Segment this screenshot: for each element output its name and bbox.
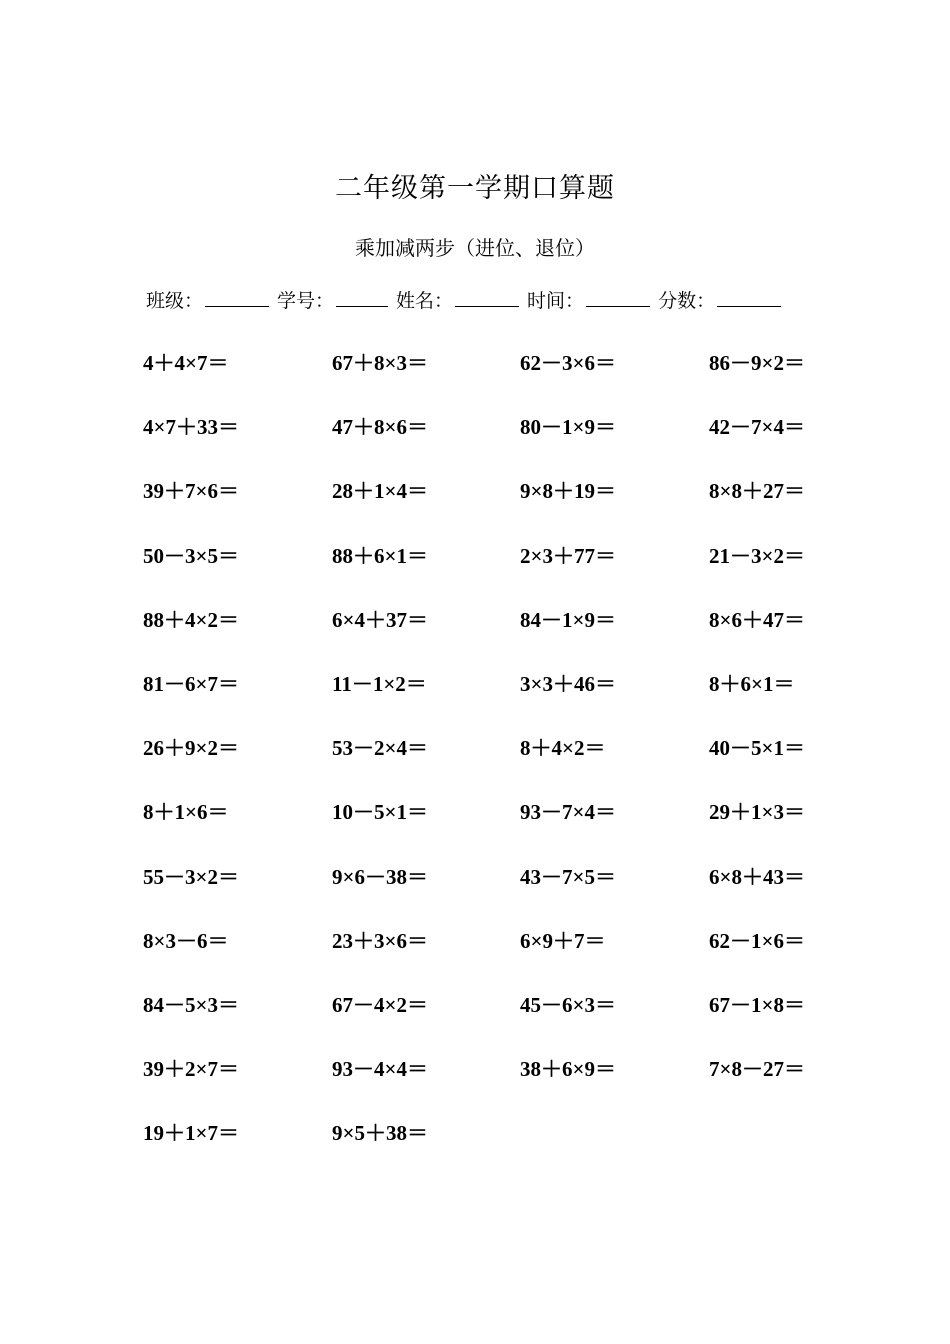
math-problem: 3×3＋46＝	[520, 671, 616, 696]
problem-grid	[143, 346, 863, 1180]
math-problem: 9×5＋38＝	[332, 1121, 428, 1146]
math-problem: 8×6＋47＝	[709, 607, 805, 632]
math-problem: 45－6×3＝	[520, 992, 616, 1017]
info-field-label: 姓名：	[396, 290, 454, 312]
info-field-label: 分数：	[658, 290, 716, 312]
math-problem: 67－1×8＝	[709, 992, 805, 1017]
info-field-blank[interactable]	[205, 288, 269, 307]
page-title: 二年级第一学期口算题	[335, 173, 615, 204]
math-problem: 39＋7×6＝	[143, 479, 239, 504]
math-problem: 11－1×2＝	[332, 671, 427, 696]
math-problem: 42－7×4＝	[709, 415, 805, 440]
student-info-row	[146, 286, 826, 313]
info-field-blank[interactable]	[717, 288, 781, 307]
math-problem: 8＋4×2＝	[520, 736, 606, 761]
math-problem: 84－5×3＝	[143, 992, 239, 1017]
info-field	[396, 286, 519, 313]
math-problem: 50－3×5＝	[143, 543, 239, 568]
math-problem: 2×3＋77＝	[520, 543, 616, 568]
math-problem: 21－3×2＝	[709, 543, 805, 568]
math-problem: 62－1×6＝	[709, 928, 805, 953]
info-field	[146, 286, 269, 313]
math-problem: 9×8＋19＝	[520, 479, 616, 504]
math-problem: 67－4×2＝	[332, 992, 428, 1017]
math-problem: 28＋1×4＝	[332, 479, 428, 504]
math-problem: 39＋2×7＝	[143, 1057, 239, 1082]
math-problem: 84－1×9＝	[520, 607, 616, 632]
info-field	[527, 286, 650, 313]
math-problem: 7×8－27＝	[709, 1057, 805, 1082]
math-problem: 8＋6×1＝	[709, 671, 795, 696]
math-problem: 40－5×1＝	[709, 736, 805, 761]
math-problem: 10－5×1＝	[332, 800, 428, 825]
page-subtitle: 乘加减两步（进位、退位）	[355, 236, 595, 260]
math-problem: 4＋4×7＝	[143, 351, 229, 375]
math-problem: 93－4×4＝	[332, 1057, 428, 1082]
math-problem: 9×6－38＝	[332, 864, 428, 889]
math-problem: 43－7×5＝	[520, 864, 616, 889]
math-problem: 81－6×7＝	[143, 671, 239, 696]
info-field	[658, 286, 781, 313]
math-problem: 8×8＋27＝	[709, 479, 805, 504]
math-problem: 86－9×2＝	[709, 351, 805, 375]
math-problem: 8×3－6＝	[143, 928, 229, 953]
math-problem: 80－1×9＝	[520, 415, 616, 440]
math-problem: 8＋1×6＝	[143, 800, 229, 825]
math-problem: 23＋3×6＝	[332, 928, 428, 953]
math-problem: 38＋6×9＝	[520, 1057, 616, 1082]
math-problem: 93－7×4＝	[520, 800, 616, 825]
math-problem: 88＋6×1＝	[332, 543, 428, 568]
math-problem: 6×8＋43＝	[709, 864, 805, 889]
math-problem: 88＋4×2＝	[143, 607, 239, 632]
info-field-blank[interactable]	[336, 288, 388, 307]
math-problem: 47＋8×6＝	[332, 415, 428, 440]
math-problem: 62－3×6＝	[520, 351, 616, 375]
math-problem: 19＋1×7＝	[143, 1121, 239, 1146]
info-field-label: 班级：	[146, 290, 204, 312]
info-field-blank[interactable]	[586, 288, 650, 307]
info-field	[277, 286, 388, 313]
math-problem: 29＋1×3＝	[709, 800, 805, 825]
info-field-label: 时间：	[527, 290, 585, 312]
math-problem: 55－3×2＝	[143, 864, 239, 889]
math-problem: 53－2×4＝	[332, 736, 428, 761]
math-problem: 4×7＋33＝	[143, 415, 239, 440]
math-problem: 6×4＋37＝	[332, 607, 428, 632]
info-field-blank[interactable]	[455, 288, 519, 307]
info-field-label: 学号：	[277, 290, 335, 312]
math-problem: 6×9＋7＝	[520, 928, 606, 953]
math-problem: 26＋9×2＝	[143, 736, 239, 761]
math-problem: 67＋8×3＝	[332, 351, 428, 375]
